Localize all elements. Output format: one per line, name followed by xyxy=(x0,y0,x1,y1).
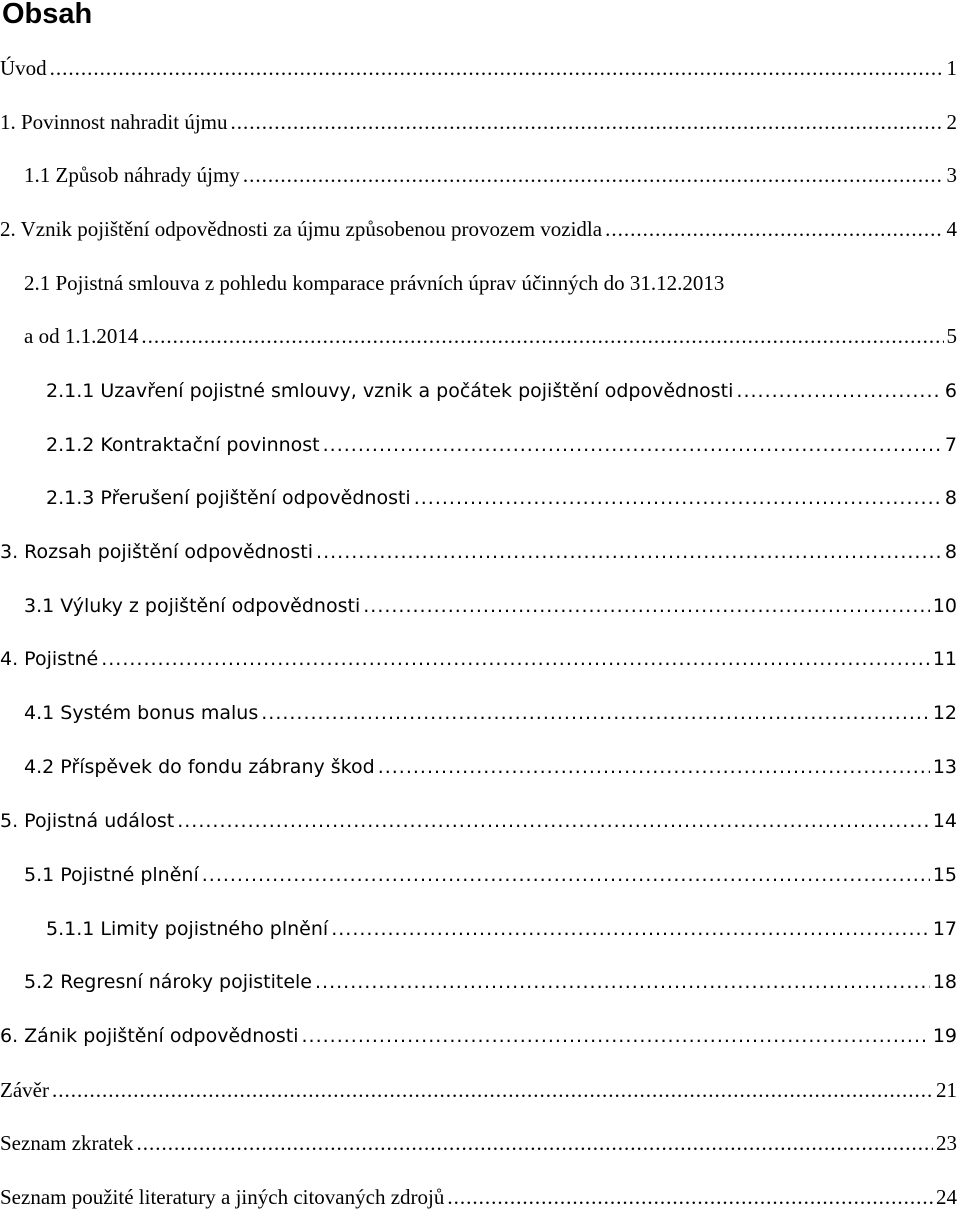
toc-leader-dots xyxy=(363,590,930,622)
toc-entry-page: 19 xyxy=(933,1020,960,1052)
toc-entry-section-5-2[interactable] xyxy=(24,966,960,998)
toc-leader-dots xyxy=(243,159,944,191)
toc-entry-page: 1 xyxy=(947,52,960,84)
toc-leader-dots xyxy=(331,913,930,945)
toc-entry-section-4-2[interactable] xyxy=(24,751,960,783)
toc-leader-dots xyxy=(323,429,942,461)
toc-leader-dots xyxy=(302,1020,930,1052)
toc-entry-text: 5.1.1 Limity pojistného plnění xyxy=(46,913,328,945)
toc-entry-text: 4. Pojistné xyxy=(0,643,98,675)
toc-entry-page: 8 xyxy=(945,536,960,568)
toc-entry-page: 17 xyxy=(933,913,960,945)
toc-entry-text: Seznam zkratek xyxy=(0,1127,134,1159)
toc-entry-text: 4.1 Systém bonus malus xyxy=(24,697,258,729)
toc-leader-dots xyxy=(52,1074,933,1106)
toc-entry-page: 14 xyxy=(933,805,960,837)
toc-entry-text: 3.1 Výluky z pojištění odpovědnosti xyxy=(24,590,360,622)
toc-leader-dots xyxy=(378,751,930,783)
toc-entry-text: 4.2 Příspěvek do fondu zábrany škod xyxy=(24,751,375,783)
toc-entry-page: 6 xyxy=(945,375,960,407)
toc-entry-chapter-2[interactable] xyxy=(0,213,960,245)
toc-entry-text: a od 1.1.2014 xyxy=(24,320,138,352)
toc-entry-page: 12 xyxy=(933,697,960,729)
toc-leader-dots xyxy=(202,859,930,891)
toc-entry-page: 23 xyxy=(936,1127,960,1159)
toc-entry-seznam-literatury[interactable] xyxy=(0,1181,960,1213)
toc-entry-section-5-1[interactable] xyxy=(24,859,960,891)
toc-entry-section-2-1-2[interactable] xyxy=(46,429,960,461)
toc-entry-text: 2.1.2 Kontraktační povinnost xyxy=(46,429,320,461)
toc-entry-chapter-3[interactable] xyxy=(0,536,960,568)
toc-entry-section-4-1[interactable] xyxy=(24,697,960,729)
toc-entry-page: 21 xyxy=(936,1074,960,1106)
toc-entry-section-2-1-continued[interactable] xyxy=(24,320,960,352)
toc-entry-page: 24 xyxy=(936,1181,960,1213)
toc-leader-dots xyxy=(414,482,942,514)
toc-entry-page: 3 xyxy=(947,159,960,191)
toc-entry-text: 2.1.3 Přerušení pojištění odpovědnosti xyxy=(46,482,411,514)
toc-entry-text: 5.2 Regresní nároky pojistitele xyxy=(24,966,312,998)
toc-entry-page: 10 xyxy=(933,590,960,622)
toc-leader-dots xyxy=(141,320,943,352)
toc-leader-dots xyxy=(736,375,942,407)
toc-entry-text: 2.1 Pojistná smlouva z pohledu komparace právních úprav účinných do 31.12.2013 xyxy=(24,267,724,299)
toc-entry-section-2-1-3[interactable] xyxy=(46,482,960,514)
toc-entry-section-2-1-1[interactable] xyxy=(46,375,960,407)
toc-entry-page: 7 xyxy=(945,429,960,461)
toc-entry-page: 8 xyxy=(945,482,960,514)
toc-leader-dots xyxy=(231,106,944,138)
toc-entry-text: 1.1 Způsob náhrady újmy xyxy=(24,159,240,191)
toc-leader-dots xyxy=(316,536,942,568)
toc-leader-dots xyxy=(447,1181,933,1213)
toc-entry-zaver[interactable] xyxy=(0,1074,960,1106)
toc-entry-text: 2.1.1 Uzavření pojistné smlouvy, vznik a počátek pojištění odpovědnosti xyxy=(46,375,733,407)
toc-entry-text: 5.1 Pojistné plnění xyxy=(24,859,199,891)
toc-entry-text: 1. Povinnost nahradit újmu xyxy=(0,106,228,138)
toc-entry-page: 13 xyxy=(933,751,960,783)
toc-entry-text: Seznam použité literatury a jiných citovaných zdrojů xyxy=(0,1181,444,1213)
toc-leader-dots xyxy=(605,213,943,245)
toc-leader-dots xyxy=(315,966,930,998)
page-title: Obsah xyxy=(2,0,92,32)
toc-entry-text: 3. Rozsah pojištění odpovědnosti xyxy=(0,536,313,568)
toc-entry-page: 4 xyxy=(947,213,960,245)
toc-leader-dots xyxy=(101,643,930,675)
toc-entry-section-2-1[interactable] xyxy=(24,267,960,299)
toc-entry-seznam-zkratek[interactable] xyxy=(0,1127,960,1159)
toc-entry-page: 11 xyxy=(933,643,960,675)
toc-entry-page: 15 xyxy=(933,859,960,891)
toc-leader-dots xyxy=(50,52,944,84)
toc-entry-text: Úvod xyxy=(0,52,47,84)
toc-entry-section-3-1[interactable] xyxy=(24,590,960,622)
toc-leader-dots xyxy=(261,697,930,729)
toc-leader-dots xyxy=(137,1127,933,1159)
toc-entry-section-1-1[interactable] xyxy=(24,159,960,191)
toc-leader-dots xyxy=(177,805,930,837)
toc-entry-chapter-6[interactable] xyxy=(0,1020,960,1052)
toc-entry-page: 5 xyxy=(947,320,960,352)
toc-entry-text: 6. Zánik pojištění odpovědnosti xyxy=(0,1020,299,1052)
toc-entry-text: 5. Pojistná událost xyxy=(0,805,174,837)
toc-entry-section-5-1-1[interactable] xyxy=(46,913,960,945)
toc-entry-chapter-1[interactable] xyxy=(0,106,960,138)
toc-entry-page: 18 xyxy=(933,966,960,998)
toc-entry-page: 2 xyxy=(947,106,960,138)
toc-entry-text: 2. Vznik pojištění odpovědnosti za újmu způsobenou provozem vozidla xyxy=(0,213,602,245)
toc-entry-uvod[interactable] xyxy=(0,52,960,84)
toc-entry-chapter-4[interactable] xyxy=(0,643,960,675)
toc-entry-chapter-5[interactable] xyxy=(0,805,960,837)
toc-entry-text: Závěr xyxy=(0,1074,49,1106)
